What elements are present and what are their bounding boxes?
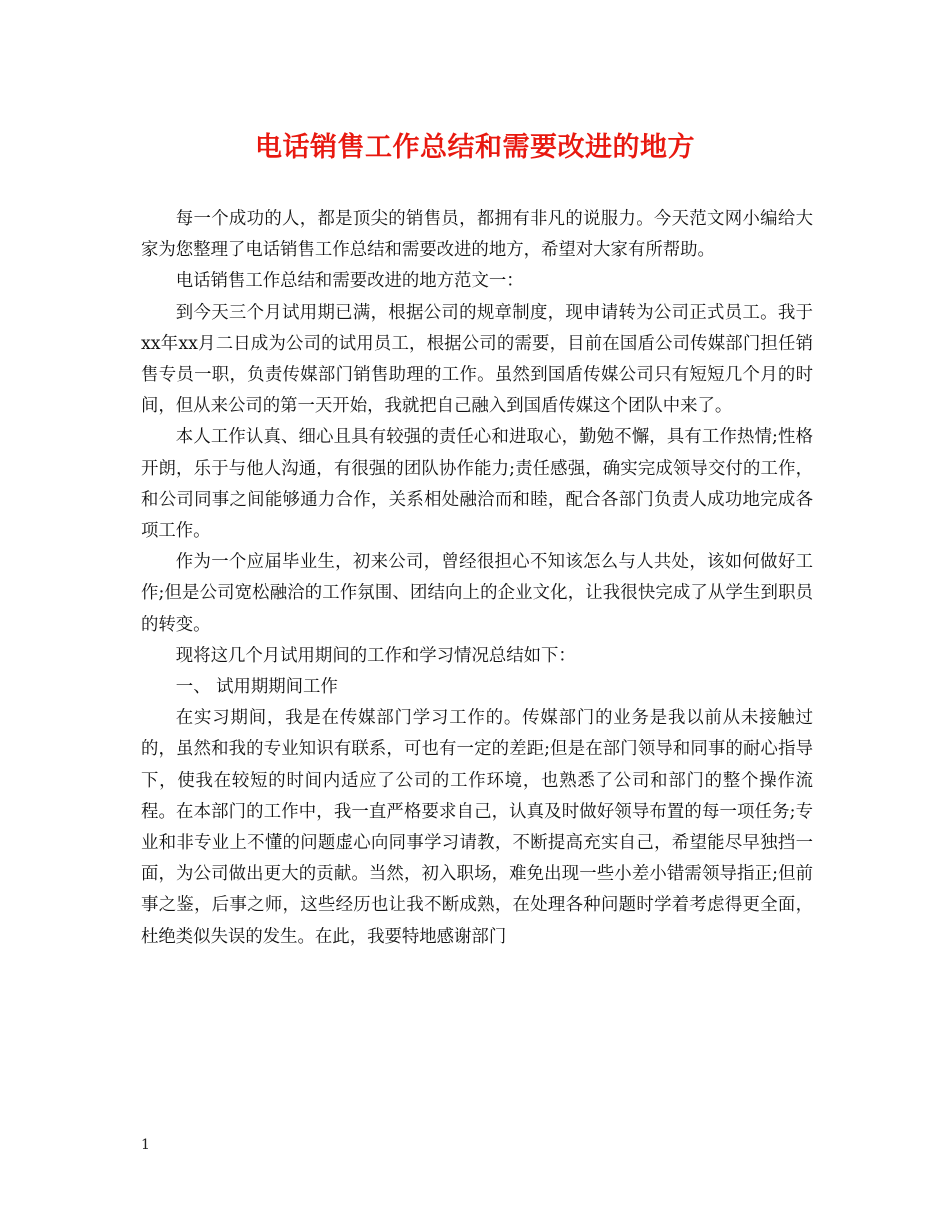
paragraph-graduate: 作为一个应届毕业生，初来公司，曾经很担心不知该怎么与人共处，该如何做好工作;但是公司宽松融洽的工作氛围、团结向上的企业文化，让我很快完成了从学生到职员的转变。 <box>141 552 813 635</box>
paragraph-intro: 每一个成功的人，都是顶尖的销售员，都拥有非凡的说服力。今天范文网小编给大家为您整理了电话销售工作总结和需要改进的地方，希望对大家有所帮助。 <box>141 209 813 261</box>
document-body <box>141 204 813 953</box>
paragraph-probation: 到今天三个月试用期已满，根据公司的规章制度，现申请转为公司正式员工。我于xx年xx月二日成为公司的试用员工，根据公司的需要，目前在国盾公司传媒部门担任销售专员一职，负责传媒部门销售助理的工作。虽然到国盾传媒公司只有短短几个月的时间，但从来公司的第一天开始，我就把自己融入到国盾传媒这个团队中来了。 <box>141 302 813 417</box>
paragraph-summary-intro: 现将这几个月试用期间的工作和学习情况总结如下： <box>175 645 576 666</box>
page-number: 1 <box>141 1137 150 1153</box>
section-heading-probation-work: 一、 试用期期间工作 <box>175 677 338 698</box>
paragraph-self-evaluation: 本人工作认真、细心且具有较强的责任心和进取心，勤勉不懈，具有工作热情;性格开朗，乐于与他人沟通，有很强的团队协作能力;责任感强，确实完成领导交付的工作，和公司同事之间能够通力合作，关系相处融洽而和睦，配合各部门负责人成功地完成各项工作。 <box>141 427 813 542</box>
page-title: 电话销售工作总结和需要改进的地方 <box>255 132 695 163</box>
paragraph-sample-heading: 电话销售工作总结和需要改进的地方范文一： <box>175 271 524 292</box>
paragraph-internship: 在实习期间，我是在传媒部门学习工作的。传媒部门的业务是我以前从未接触过的，虽然和我的专业知识有联系，可也有一定的差距;但是在部门领导和同事的耐心指导下，使我在较短的时间内适应了公司的工作环境，也熟悉了公司和部门的整个操作流程。在本部门的工作中，我一直严格要求自己，认真及时做好领导布置的每一项任务;专业和非专业上不懂的问题虚心向同事学习请教，不断提高充实自己，希望能尽早独挡一面，为公司做出更大的贡献。当然，初入职场，难免出现一些小差小错需领导指正;但前事之鉴，后事之师，这些经历也让我不断成熟，在处理各种问题时学着考虑得更全面，杜绝类似失误的发生。在此，我要特地感谢部门 <box>141 708 813 947</box>
